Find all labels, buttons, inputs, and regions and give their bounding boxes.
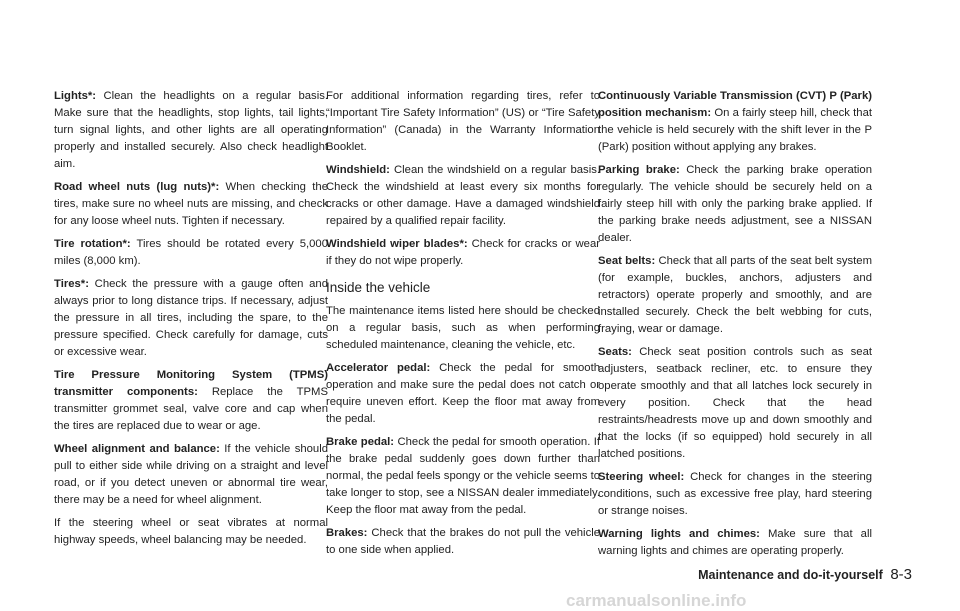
paragraph <box>326 360 600 428</box>
paragraph <box>598 88 872 156</box>
watermark: carmanualsonline.info <box>566 591 747 610</box>
item-text: Check the pedal for smooth operation and make sure the pedal does not catch or require uneven effort. Keep the floor mat away from the pedal. <box>326 362 600 425</box>
item-text: If the vehicle should pull to either side while driving on a straight and level road, or if you detect uneven or abnormal tire wear, there may be a need for wheel alignment. <box>54 443 329 506</box>
item-text: The maintenance items listed here should be checked on a regular basis, such as when performing scheduled maintenance, cleaning the vehicle, etc. <box>326 305 600 351</box>
item-text: Make sure that all warning lights and chimes are operating properly. <box>598 528 872 557</box>
item-term: Windshield wiper blades*: <box>326 238 468 250</box>
paragraph <box>598 526 872 560</box>
paragraph <box>54 367 328 435</box>
item-term: Road wheel nuts (lug nuts)*: <box>54 181 220 193</box>
middle-top-items <box>326 88 600 270</box>
paragraph <box>54 515 328 549</box>
paragraph <box>326 88 600 156</box>
item-text: Clean the headlights on a regular basis. Make sure that the headlights, stop lights, tail lights, turn signal lights, and other lights are all operating properly and installed securely. Also check headlight aim. <box>54 90 328 170</box>
item-text: If the steering wheel or seat vibrates at normal highway speeds, wheel balancing may be needed. <box>54 517 328 546</box>
item-text: Replace the TPMS transmitter grommet seal, valve core and cap when the tires are replaced due to wear or age. <box>54 386 329 432</box>
item-text: For additional information regarding tires, refer to “Important Tire Safety Information” (US) or “Tire Safety Information” (Canada) in the Warranty Information Booklet. <box>326 90 600 153</box>
item-term: Seat belts: <box>598 255 656 267</box>
column-middle <box>326 88 600 565</box>
paragraph <box>326 525 600 559</box>
item-term: Brakes: <box>326 527 368 539</box>
item-term: Tire Pressure Monitoring System (TPMS) transmitter components: <box>54 369 328 398</box>
paragraph <box>598 469 872 520</box>
paragraph <box>326 162 600 230</box>
item-text: Check the pressure with a gauge often and always prior to long distance trips. If necessary, adjust the pressure in all tires, including the spare, to the pressure specified. Check carefully for damage, cuts or excessive wear. <box>54 278 328 358</box>
paragraph <box>54 236 328 270</box>
item-text: Check for changes in the steering conditions, such as excessive free play, hard steering or strange noises. <box>598 471 873 517</box>
middle-bottom-items <box>326 303 600 559</box>
item-text: Check seat position controls such as seat adjusters, seatback recliner, etc. to ensure they operate smoothly and that all latches lock securely in every position. Check that the head restraints/headrests move up and down smoothly and that the locks (if so equipped) hold securely in all latched positions. <box>598 346 872 460</box>
paragraph <box>54 179 328 230</box>
item-term: Windshield: <box>326 164 390 176</box>
column-left <box>54 88 328 555</box>
page-footer <box>698 566 912 583</box>
item-term: Wheel alignment and balance: <box>54 443 220 455</box>
item-term: Continuously Variable Transmission (CVT) P (Park) position mechanism: <box>598 90 872 119</box>
item-text: Check the pedal for smooth operation. If the brake pedal suddenly goes down further than normal, the pedal feels spongy or the vehicle seems to take longer to stop, see a NISSAN dealer immediately. Keep the floor mat away from the pedal. <box>326 436 601 516</box>
item-term: Warning lights and chimes: <box>598 528 760 540</box>
item-text: Tires should be rotated every 5,000 miles (8,000 km). <box>54 238 328 267</box>
page-number: 8-3 <box>890 566 912 583</box>
footer-section-title: Maintenance and do-it-yourself <box>698 568 883 582</box>
paragraph <box>598 344 872 463</box>
item-text: Check that all parts of the seat belt system (for example, buckles, anchors, adjusters and retractors) operate properly and smoothly, and are installed securely. Check the belt webbing for cuts, fraying, wear or damage. <box>598 255 872 335</box>
paragraph <box>598 253 872 338</box>
paragraph <box>54 441 328 509</box>
column-right <box>598 88 872 566</box>
item-term: Tires*: <box>54 278 89 290</box>
paragraph <box>598 162 872 247</box>
paragraph <box>54 276 328 361</box>
item-text: Check that the brakes do not pull the vehicle to one side when applied. <box>326 527 601 556</box>
paragraph <box>326 236 600 270</box>
item-text: On a fairly steep hill, check that the vehicle is held securely with the shift lever in the P (Park) position without applying any brakes. <box>598 107 872 153</box>
item-term: Seats: <box>598 346 632 358</box>
item-text: Check for cracks or wear if they do not wipe properly. <box>326 238 600 267</box>
item-term: Steering wheel: <box>598 471 685 483</box>
paragraph <box>326 434 600 519</box>
item-term: Parking brake: <box>598 164 680 176</box>
item-term: Lights*: <box>54 90 97 102</box>
section-heading-inside-vehicle: Inside the vehicle <box>326 280 431 295</box>
paragraph <box>326 303 600 354</box>
item-term: Brake pedal: <box>326 436 395 448</box>
item-text: Check the parking brake operation regularly. The vehicle should be securely held on a fairly steep hill with only the parking brake applied. If the parking brake needs adjustment, see a NISSAN dealer. <box>598 164 872 244</box>
item-term: Accelerator pedal: <box>326 362 431 374</box>
item-term: Tire rotation*: <box>54 238 131 250</box>
paragraph <box>54 88 328 173</box>
item-text: When checking the tires, make sure no wheel nuts are missing, and check for any loose wheel nuts. Tighten if necessary. <box>54 181 328 227</box>
item-text: Clean the windshield on a regular basis. Check the windshield at least every six months for cracks or other damage. Have a damaged windshield repaired by a qualified repair facility. <box>326 164 601 227</box>
